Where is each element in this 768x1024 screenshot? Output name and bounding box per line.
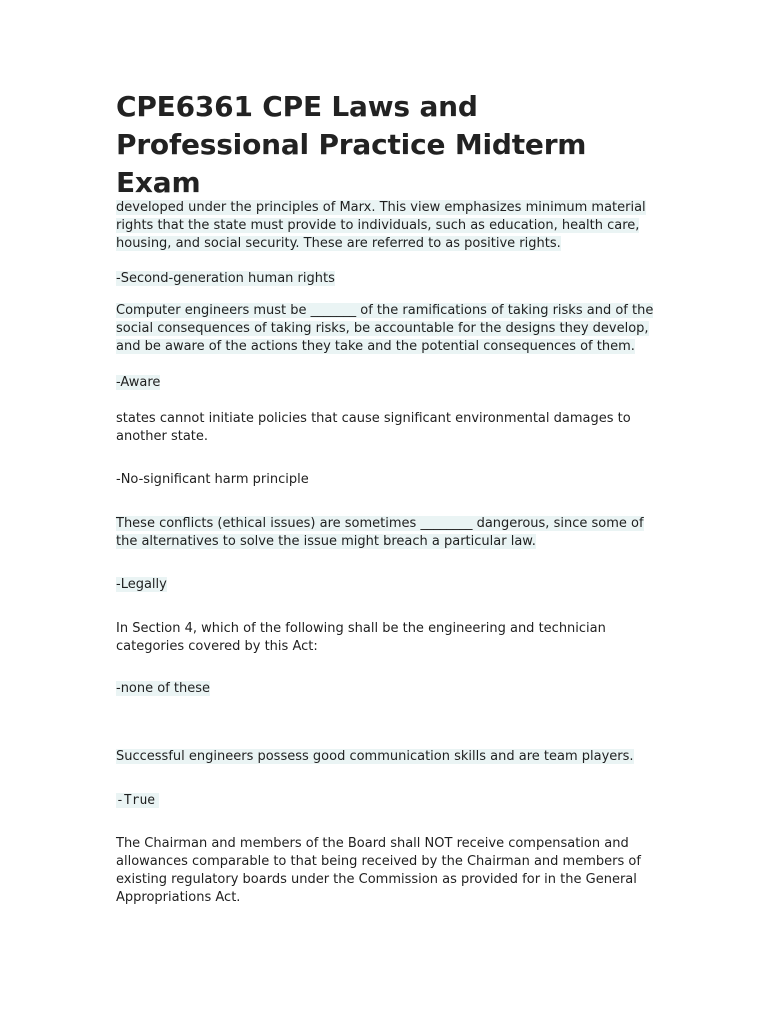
question-text: [116, 620, 656, 656]
question-text: [116, 199, 656, 253]
page-title: CPE6361 CPE Laws and Professional Practice Midterm Exam: [116, 90, 587, 199]
answer-text: [116, 680, 656, 698]
answer-text: [116, 471, 656, 489]
answer-text-content: -Aware: [116, 375, 161, 390]
answer-text-content: -Legally: [116, 577, 167, 592]
answer-text-content: -Second-generation human rights: [116, 271, 335, 286]
answer-text-content: -none of these: [116, 681, 211, 696]
question-text: [116, 748, 656, 766]
answer-text-content: -True: [116, 793, 159, 808]
question-text-content: In Section 4, which of the following shall be the engineering and technician categories covered by this Act:: [116, 621, 606, 654]
question-text: [116, 302, 656, 356]
question-text-content: developed under the principles of Marx. This view emphasizes minimum material rights that the state must provide to individuals, such as education, health care, housing, and social security. These are referred to as positive rights.: [116, 200, 646, 251]
question-text: [116, 515, 656, 551]
question-text-content: These conflicts (ethical issues) are sometimes ________ dangerous, since some of the alternatives to solve the issue might breach a particular law.: [116, 516, 644, 549]
answer-text: [116, 270, 656, 288]
answer-text-content: -No-significant harm principle: [116, 472, 309, 487]
question-text-content: states cannot initiate policies that cause significant environmental damages to another state.: [116, 411, 631, 444]
answer-text: [116, 576, 656, 594]
question-text: [116, 410, 656, 446]
question-text: [116, 835, 656, 907]
question-text-content: Successful engineers possess good communication skills and are team players.: [116, 749, 634, 764]
answer-text: [116, 792, 656, 810]
answer-text: [116, 374, 656, 392]
question-text-content: The Chairman and members of the Board shall NOT receive compensation and allowances comparable to that being received by the Chairman and members of existing regulatory boards under the Commission as provided for in the General Appropriations Act.: [116, 836, 641, 905]
question-text-content: Computer engineers must be _______ of the ramifications of taking risks and of the social consequences of taking risks, be accountable for the designs they develop, and be aware of the actions they take and the potential consequences of them.: [116, 303, 654, 354]
